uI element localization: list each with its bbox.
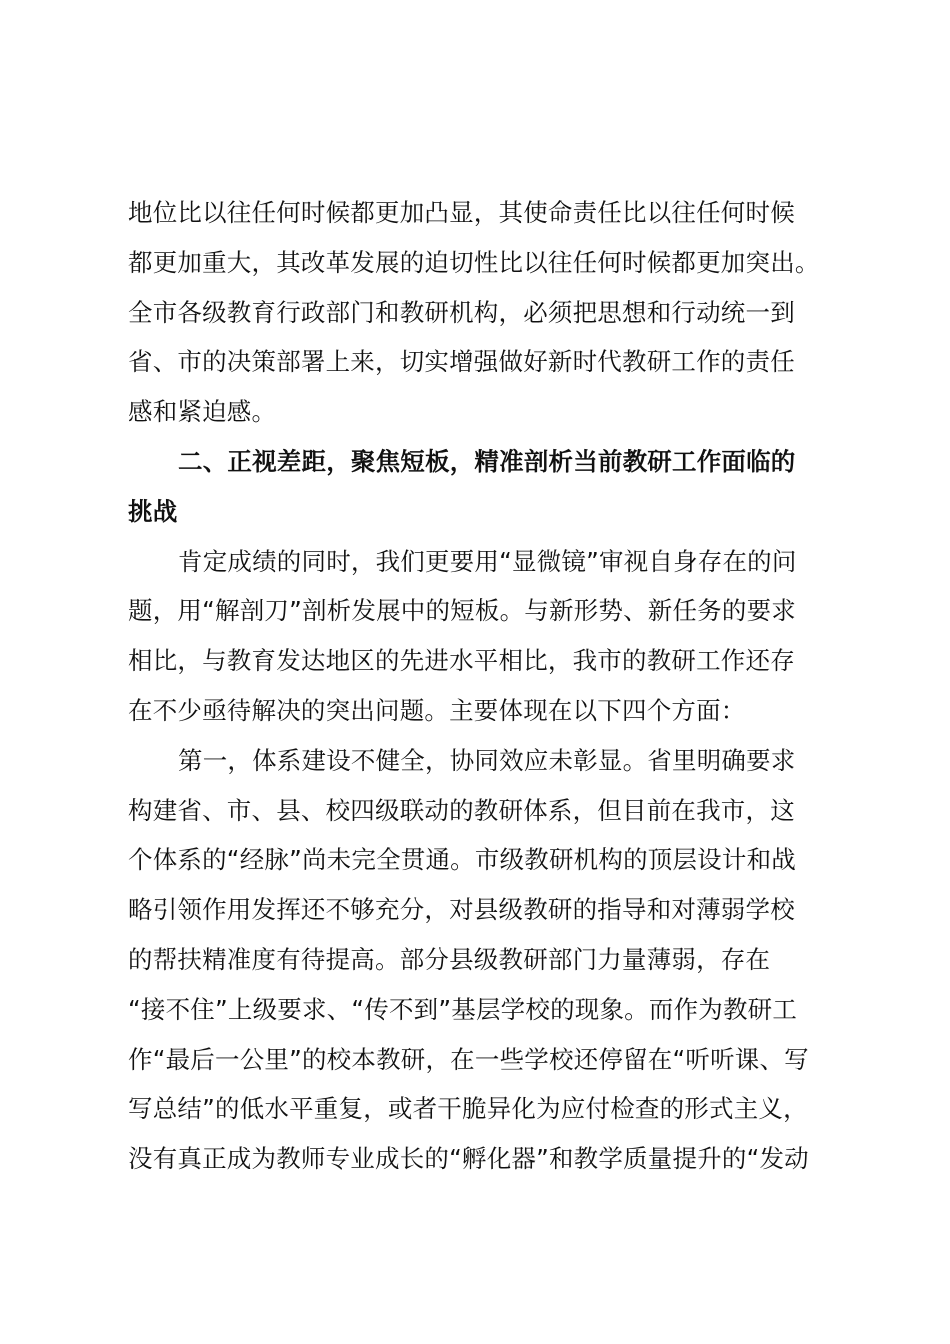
paragraph-line: 个体系的“经脉”尚未完全贯通。市级教研机构的顶层设计和战 — [128, 845, 796, 875]
paragraph-line: 构建省、市、县、校四级联动的教研体系，但目前在我市，这 — [128, 795, 795, 825]
paragraph-line: 写总结”的低水平重复，或者干脆异化为应付检查的形式主义， — [128, 1094, 808, 1124]
paragraph-line: 省、市的决策部署上来，切实增强做好新时代教研工作的责任 — [128, 347, 795, 377]
paragraph-line: 都更加重大，其改革发展的迫切性比以往任何时候都更加突出。 — [128, 247, 820, 277]
paragraph-line: 全市各级教育行政部门和教研机构，必须把思想和行动统一到 — [128, 297, 795, 327]
paragraph-line: 感和紧迫感。 — [128, 397, 277, 427]
paragraph-line: 在不少亟待解决的突出问题。主要体现在以下四个方面： — [128, 695, 746, 725]
paragraph-line: 作“最后一公里”的校本教研，在一些学校还停留在“听听课、写 — [128, 1044, 809, 1074]
section-heading-line: 二、正视差距，聚焦短板，精准剖析当前教研工作面临的 — [178, 446, 796, 476]
paragraph-line: 的帮扶精准度有待提高。部分县级教研部门力量薄弱，存在 — [128, 944, 771, 974]
paragraph-line: 第一，体系建设不健全，协同效应未彰显。省里明确要求 — [178, 745, 796, 775]
paragraph-line: “接不住”上级要求、“传不到”基层学校的现象。而作为教研工 — [128, 994, 798, 1024]
paragraph-line: 肯定成绩的同时，我们更要用“显微镜”审视自身存在的问 — [178, 546, 797, 576]
paragraph-line: 略引领作用发挥还不够充分，对县级教研的指导和对薄弱学校 — [128, 895, 795, 925]
section-heading-line: 挑战 — [128, 496, 178, 526]
paragraph-line: 地位比以往任何时候都更加凸显，其使命责任比以往任何时候 — [128, 198, 795, 227]
paragraph-line: 题，用“解剖刀”剖析发展中的短板。与新形势、新任务的要求 — [128, 596, 796, 626]
document-body — [128, 188, 848, 1184]
paragraph-line: 相比，与教育发达地区的先进水平相比，我市的教研工作还存 — [128, 646, 795, 676]
paragraph-line: 没有真正成为教师专业成长的“孵化器”和教学质量提升的“发动 — [128, 1144, 809, 1174]
